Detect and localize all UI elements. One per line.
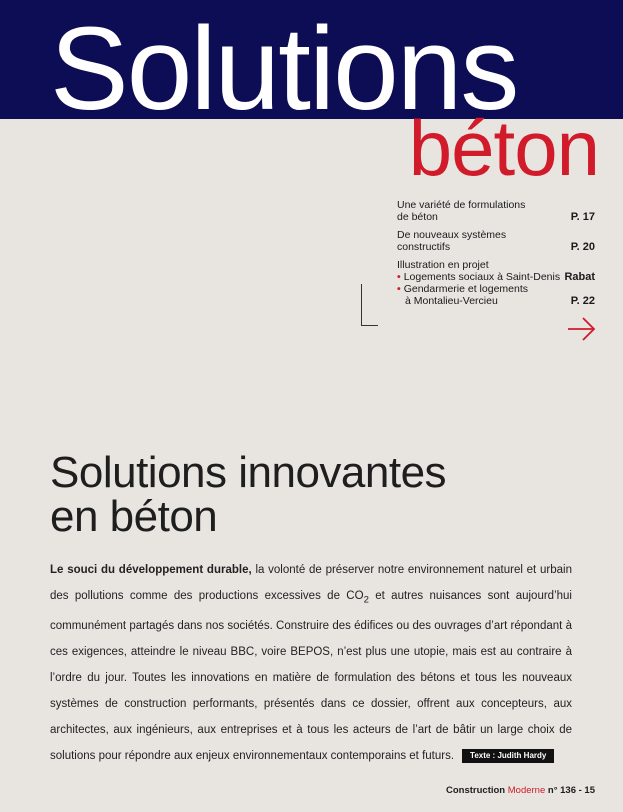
toc-entry-text: constructifs — [397, 241, 451, 253]
article-headline — [50, 448, 590, 541]
toc-entry-formulations[interactable] — [397, 199, 595, 223]
toc-item-text: Logements sociaux à Saint-Denis — [403, 271, 561, 283]
headline-line: en béton — [50, 492, 218, 541]
arrow-right-icon[interactable] — [567, 316, 597, 342]
subscript: 2 — [363, 594, 369, 606]
toc-page-number: Rabat — [564, 271, 595, 283]
toc-page-number: P. 17 — [570, 211, 595, 223]
section-title: Solutions — [50, 3, 518, 135]
section-subtitle: béton — [408, 104, 599, 192]
bullet-icon: • — [397, 283, 401, 295]
toc-group-illustration — [397, 259, 595, 307]
bullet-icon: • — [397, 271, 401, 283]
toc-item-text: à Montalieu-Vercieu — [405, 295, 498, 307]
body-text: et autres nuisances sont aujourd’hui communément partagés dans nos sociétés. Construire des édifices ou des ouvrages d’art répondant à ces exigences, atteindre le niveau BBC, voire BEPOS, n’est plus une utopie, mais est au contraire à l’ordre du jour. Toutes les innovations en matière de formulation des bétons et tous les nouveaux systèmes de construction performants, présentés dans ce dossier, offrent aux concepteurs, aux architectes, aux ingénieurs, aux entreprises et à tous les acteurs de l’art de bâtir un large choix de solutions pour répondre aux enjeux environnementaux contemporains et futurs. — [50, 590, 572, 763]
toc-entry-text: De nouveaux systèmes — [397, 229, 507, 241]
toc-entry-text: Une variété de formulations — [397, 199, 526, 211]
toc-entry-systemes[interactable] — [397, 229, 595, 253]
toc-item-montalieu[interactable] — [397, 283, 595, 307]
page-footer — [446, 785, 595, 796]
toc-page-number: P. 22 — [570, 295, 595, 307]
toc-entry-text: de béton — [397, 211, 438, 223]
footer-brand-accent: Moderne — [507, 785, 546, 796]
footer-issue: n° 136 - 15 — [545, 785, 595, 796]
toc-item-saint-denis[interactable] — [397, 271, 595, 283]
article-lead: Le souci du développement durable, — [50, 564, 252, 576]
corner-mark — [361, 284, 362, 325]
author-credit: Texte : Judith Hardy — [462, 749, 554, 763]
corner-mark — [361, 325, 378, 326]
headline-line: Solutions innovantes — [50, 448, 447, 497]
table-of-contents — [397, 199, 595, 313]
footer-brand: Construction — [446, 785, 508, 796]
toc-page-number: P. 20 — [570, 241, 595, 253]
article-body — [50, 557, 572, 769]
body-text: la volonté de préserver notre environnement naturel et urbain des pollutions comme des productions excessives de CO — [50, 564, 572, 602]
toc-item-text: Gendarmerie et logements — [403, 283, 529, 295]
toc-group-title: Illustration en projet — [397, 259, 489, 271]
